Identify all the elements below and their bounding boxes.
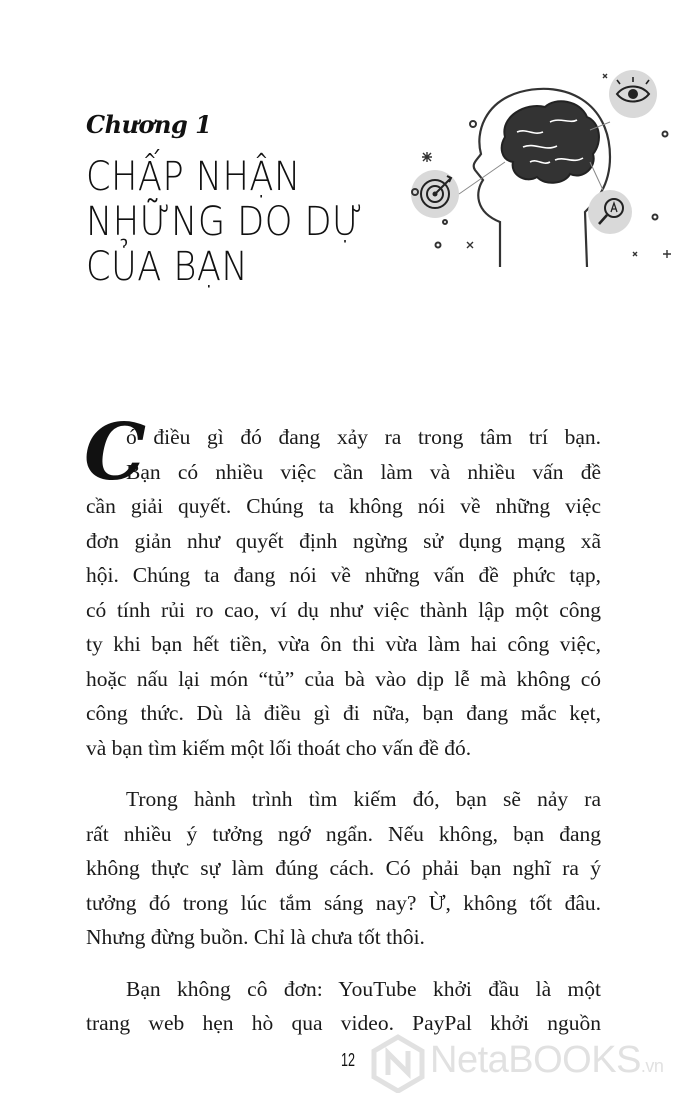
paragraph-2 <box>86 782 601 955</box>
brain-head-icon <box>405 62 675 272</box>
text-line: đơn giản như quyết định ngừng sử dụng mạng xã <box>86 528 601 553</box>
chapter-title-line: CHẤP NHẬN <box>86 154 301 200</box>
watermark-suffix: .vn <box>640 1056 664 1076</box>
chapter-title-line: CỦA BẠN <box>86 244 249 290</box>
watermark-text <box>430 1039 663 1082</box>
text-line: Nhưng đừng buồn. Chỉ là chưa tốt thôi. <box>86 925 425 949</box>
dropcap: C <box>84 407 147 498</box>
text-line: hội. Chúng ta đang nói về những vấn đề phức tạp, <box>86 563 601 587</box>
chapter-title <box>86 155 376 290</box>
text-line: công thức. Dù là điều gì đi nữa, bạn đang mắc kẹt, <box>86 701 601 725</box>
page-number: 12 <box>341 1050 356 1070</box>
body-text <box>84 407 601 1041</box>
text-line: trang web hẹn hò qua video. PayPal khởi nguồn <box>86 1011 601 1035</box>
watermark <box>370 1033 690 1093</box>
text-line: rất nhiều ý tưởng ngớ ngẩn. Nếu không, bạn đang <box>86 821 601 846</box>
chapter-title-line: NHỮNG DO DỰ <box>86 199 364 245</box>
paragraph-1 <box>84 407 601 765</box>
text-line: ty khi bạn hết tiền, vừa ôn thi vừa làm hai công việc, <box>86 632 601 656</box>
text-line: không thực sự làm đúng cách. Có phải bạn nghĩ ra ý <box>86 856 601 880</box>
text-line: Bạn không cô đơn: YouTube khởi đầu là một <box>126 976 601 1001</box>
watermark-brand: NetaBOOKS <box>430 1039 641 1081</box>
text-line: tưởng đó trong lúc tắm sáng nay? Ừ, không tốt đâu. <box>86 890 601 915</box>
text-line: Bạn có nhiều việc cần làm và nhiều vấn đề <box>126 459 601 484</box>
text-line: ó điều gì đó đang xảy ra trong tâm trí bạn. <box>126 425 601 449</box>
text-line: hoặc nấu lại món “tủ” của bà vào dịp lễ mà không có <box>86 666 601 691</box>
netabooks-logo-icon <box>370 1033 426 1093</box>
text-line: cần giải quyết. Chúng ta không nói về những việc <box>86 494 601 518</box>
magnifier-circle <box>588 190 632 234</box>
text-line: và bạn tìm kiếm một lối thoát cho vấn đề đó. <box>86 735 472 760</box>
text-line: Trong hành trình tìm kiếm đó, bạn sẽ nảy ra <box>126 787 601 811</box>
chapter-label: Chương 1 <box>86 110 212 139</box>
text-line: có tính rủi ro cao, ví dụ như việc thành lập một công <box>86 597 601 622</box>
brain-icon <box>502 101 599 182</box>
paragraph-3 <box>86 972 601 1041</box>
